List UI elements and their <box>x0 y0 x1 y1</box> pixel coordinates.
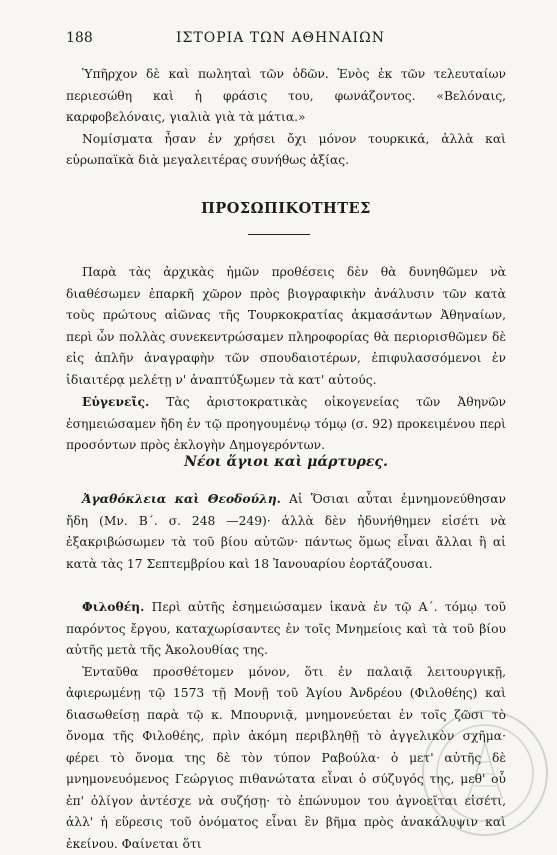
intro-paragraph: Παρὰ τὰς ἀρχικὰς ἡμῶν προθέσεις δὲν θὰ δυνηθῶμεν νὰ διαθέσωμεν ἐπαρκῆ χῶρον πρὸς βιογραφικὴν ἀνάλυσιν τῶν κατὰ τοὺς πρώτους αἰῶνας τῆς Τουρκοκρατίας ἀκμασάντων Ἀθηναίων, περὶ ὧν πολλὰς συνεκεντρώσαμεν πληροφορίας θὰ περιορισθῶμεν δὲ εἰς ἁπλῆν ἀναγραφὴν τῶν σπουδαιοτέρων, ἐπιφυλασσόμενοι ἐν ἰδιαιτέρᾳ μελέτῃ ν' ἀναπτύξωμεν τὰ κατ' αὐτούς. <box>66 262 506 391</box>
top-text-block <box>66 64 506 172</box>
sub-heading: Νέοι ἅγιοι καὶ μάρτυρες. <box>66 454 506 470</box>
filothei-paragraph <box>66 596 506 662</box>
street-vendors-paragraph: Ὑπῆρχον δὲ καὶ πωληταὶ τῶν ὁδῶν. Ἑνὸς ἐκ τῶν τελευταίων περιεσώθη καὶ ἡ φράσις του, φωνάζοντος. «Βελόναις, καρφοβελόναις, γιαλιὰ γιὰ τὰ μάτια.» <box>66 64 506 129</box>
filothei-detail-paragraph: Ἐνταῦθα προσθέτομεν μόνον, ὅτι ἐν παλαιᾷ λειτουργικῇ, ἀφιερωμένῃ τῷ 1573 τῇ Μονῇ τοῦ Ἁγίου Ἀνδρέου (Φιλοθέης) καὶ διασωθείσῃ παρὰ τῷ κ. Μπουρνιᾷ, μνημονεύεται ἐν τοῖς ζῶσι τὸ ὄνομα τῆς Φιλοθέης, πρὶν ἀκόμη περιβληθῇ τὸ ἀγγελικὸν σχῆμα· φέρει τὸ ὄνομα της δὲ τὸν τύπον Ραβούλα· ὁ μετ' αὐτῆς δὲ μνημονευόμενος Γεώργιος πιθανώτατα εἶναι ὁ σύζυγός της, μεθ' οὗ ἐπ' ὀλίγον ἀντέσχε νὰ συζήσῃ· τὸ ἐπώνυμον του ἀγνοεῖται εἰσέτι, ἀλλ' ἡ εὕρεσις τοῦ ὀνόματος εἶναι ἓν βῆμα πρὸς ἀνακάλυψιν καὶ ἐκείνου. Φαίνεται ὅτι <box>66 662 506 855</box>
running-title: ΙΣΤΟΡΙΑ ΤΩΝ ΑΘΗΝΑΙΩΝ <box>176 30 385 46</box>
saints-text-block <box>66 488 506 575</box>
library-stamp-icon <box>418 706 552 840</box>
filothei-term: Φιλοθέη. <box>82 599 144 614</box>
agathokleia-term: Ἀγαθόκλεια καὶ Θεοδούλη. <box>82 491 281 506</box>
filothei-text: Περὶ αὐτῆς ἐσημειώσαμεν ἱκανὰ ἐν τῷ Α΄. τόμῳ τοῦ παρόντος ἔργου, καταχωρίσαντες ἐν τοῖς Μνημείοις καὶ τὰ τοῦ βίου αὐτῆς μετὰ τῆς Ἀκολουθίας της. <box>66 600 506 657</box>
section-heading: ΠΡΟΣΩΠΙΚΟΤΗΤΕΣ <box>66 200 506 217</box>
coins-paragraph: Νομίσματα ἦσαν ἐν χρήσει ὄχι μόνον τουρκικά, ἀλλὰ καὶ εὐρωπαϊκὰ διὰ μεγαλειτέρας συνήθως ἀξίας. <box>66 129 506 172</box>
intro-text-block <box>66 262 506 457</box>
heading-rule <box>248 234 310 235</box>
page-header <box>66 30 506 50</box>
eugeneis-term: Εὐγενεῖς. <box>82 394 149 409</box>
eugeneis-paragraph <box>66 391 506 457</box>
page-number: 188 <box>66 30 93 46</box>
eugeneis-text: Τὰς ἀριστοκρατικὰς οἰκογενείας τῶν Ἀθηνῶν ἐσημειώσαμεν ἤδη ἐν τῷ προηγουμένῳ τόμῳ (σ. 92) προκειμένου περὶ προσόντων πρὸς ἐκλογὴν Δημογερόντων. <box>66 395 506 452</box>
agathokleia-text: Αἱ Ὅσιαι αὗται ἐμνημονεύθησαν ἤδη (Μν. Β΄. σ. 248 —249)· ἀλλὰ δὲν ἠδυνήθημεν εἰσέτι νὰ ἐξακριβώσωμεν τὰ τοῦ βίου αὐτῶν· πάντως ὅμως εἶναι ἄλλαι ἢ αἱ κατὰ τὰς 17 Σεπτεμβρίου καὶ 18 Ἰανουαρίου ἑορτάζουσαι. <box>66 492 506 571</box>
agathokleia-paragraph <box>66 488 506 575</box>
